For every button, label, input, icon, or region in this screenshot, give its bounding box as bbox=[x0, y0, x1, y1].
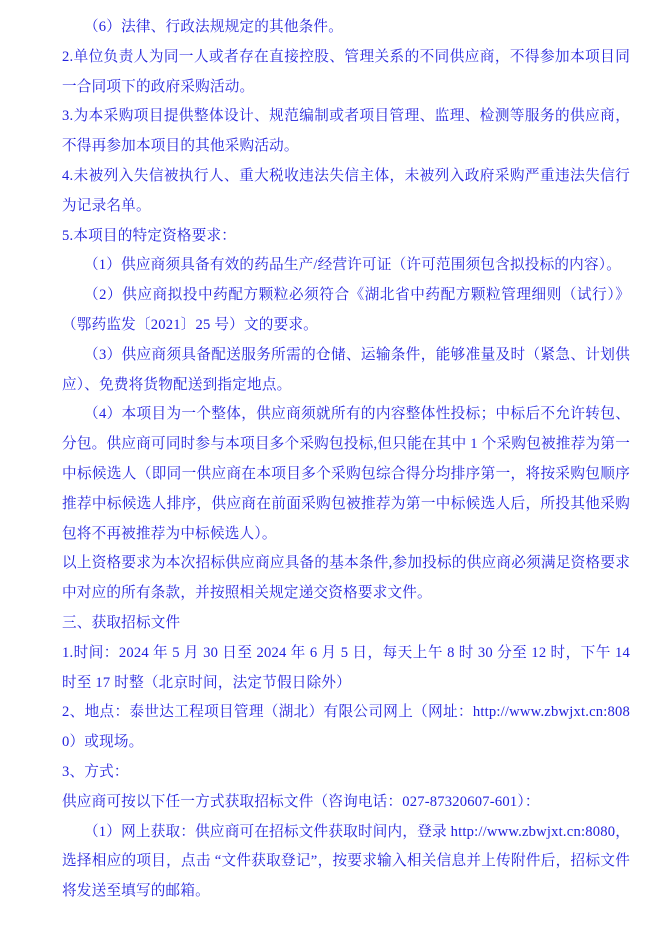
doc-paragraph: 3.为本采购项目提供整体设计、规范编制或者项目管理、监理、检测等服务的供应商，不得再参加本项目的其他采购活动。 bbox=[62, 108, 630, 155]
doc-paragraph: 2.单位负责人为同一人或者存在直接控股、管理关系的不同供应商，不得参加本项目同一合同项下的政府采购活动。 bbox=[62, 48, 630, 95]
doc-paragraph: 3、方式： bbox=[62, 763, 129, 780]
doc-paragraph: （1）网上获取：供应商可在招标文件获取时间内，登录 http://www.zbwjxt.cn:8080，选择相应的项目，点击 “文件获取登记”，按要求输入相关信息并上传附件后，招标文件将发送至填写的邮箱。 bbox=[62, 823, 630, 900]
doc-paragraph: 1.时间：2024 年 5 月 30 日至 2024 年 6 月 5 日，每天上午 8 时 30 分至 12 时，下午 14 时至 17 时整（北京时间，法定节假日除外） bbox=[62, 644, 630, 691]
doc-paragraph: 5.本项目的特定资格要求： bbox=[62, 227, 237, 244]
doc-paragraph: （3）供应商须具备配送服务所需的仓储、运输条件，能够准量及时（紧急、计划供应）、免费将货物配送到指定地点。 bbox=[62, 346, 630, 393]
doc-paragraph: 2、地点：泰世达工程项目管理（湖北）有限公司网上（网址：http://www.zbwjxt.cn:8080）或现场。 bbox=[62, 704, 630, 751]
doc-paragraph: （6）法律、行政法规规定的其他条件。 bbox=[84, 19, 343, 35]
doc-paragraph: 以上资格要求为本次招标供应商应具备的基本条件,参加投标的供应商必须满足资格要求中对应的所有条款，并按照相关规定递交资格要求文件。 bbox=[62, 555, 630, 602]
doc-paragraph: （4）本项目为一个整体，供应商须就所有的内容整体性投标；中标后不允许转包、分包。供应商可同时参与本项目多个采购包投标,但只能在其中 1 个采购包被推荐为第一中标候选人（即同一供应商在本项目多个采购包综合得分均排序第一，将按采购包顺序推荐中标候选人排序，供应商在前面采购包被推荐为第一中标候选人后，所投其他采购包将不再被推荐为中标候选人）。 bbox=[62, 406, 630, 542]
doc-paragraph: 4.未被列入失信被执行人、重大税收违法失信主体，未被列入政府采购严重违法失信行为记录名单。 bbox=[62, 167, 630, 214]
doc-paragraph: 供应商可按以下任一方式获取招标文件（咨询电话：027-87320607-601）： bbox=[62, 793, 540, 810]
doc-paragraph: （2）供应商拟投中药配方颗粒必须符合《湖北省中药配方颗粒管理细则（试行）》（鄂药监发〔2021〕25 号）文的要求。 bbox=[62, 287, 630, 333]
doc-paragraph: （1）供应商须具备有效的药品生产/经营许可证（许可范围须包含拟投标的内容）。 bbox=[84, 257, 622, 274]
section-heading: 三、获取招标文件 bbox=[62, 614, 181, 631]
document-body bbox=[62, 13, 630, 907]
